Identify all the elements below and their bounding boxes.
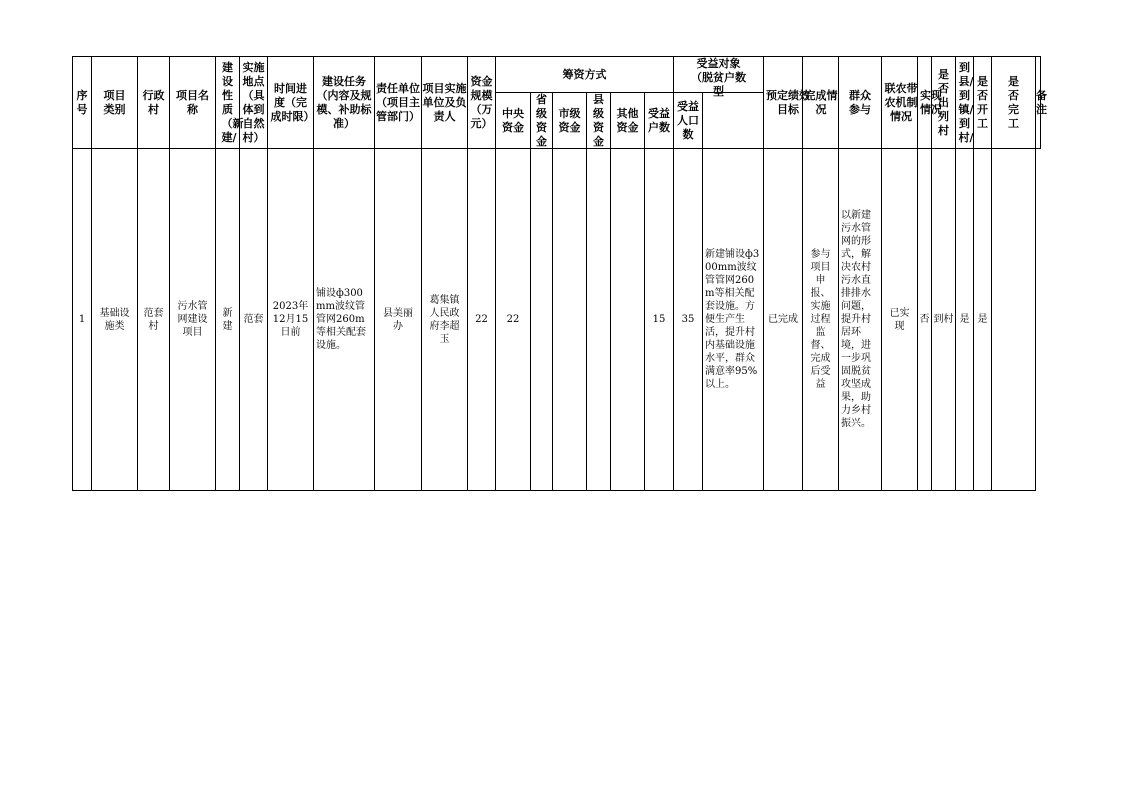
- cell-seq: 1: [73, 149, 92, 491]
- header-completion: 完成情况: [803, 57, 839, 149]
- header-construction-nature: 建设性质（新建/: [216, 57, 240, 149]
- header-benefit-households: 受益户数: [645, 93, 674, 149]
- cell-location: 范套: [240, 149, 268, 491]
- header-seq: 序号: [73, 57, 92, 149]
- header-provincial-fund: 省级资金: [531, 93, 553, 149]
- header-remarks: 备注: [1036, 57, 1041, 149]
- header-village: 行政村: [138, 57, 170, 149]
- header-linkage: 联农带农机制情况: [882, 57, 918, 149]
- cell-central-fund: 22: [496, 149, 531, 491]
- header-started: 是否开工: [974, 57, 992, 149]
- cell-other-fund: [611, 149, 645, 491]
- header-participation: 群众参与: [839, 57, 882, 149]
- cell-completion: 已完成: [764, 149, 803, 491]
- header-city-fund: 市级资金: [553, 93, 587, 149]
- cell-task: 铺设ф300mm波纹管管网260m等相关配套设施。: [314, 149, 375, 491]
- header-schedule: 时间进度（完成时限）: [268, 57, 314, 149]
- cell-county-fund: [587, 149, 611, 491]
- header-fund-scale: 资金规模（万元）: [468, 57, 496, 149]
- header-funding-method: 筹资方式: [496, 57, 674, 93]
- header-beneficiary: 受益对象（脱贫户数型: [674, 57, 764, 93]
- header-project-name: 项目名称: [170, 57, 216, 149]
- cell-to-county: 到村: [932, 149, 956, 491]
- table-row: [73, 149, 1041, 491]
- cell-performance-goal: 新建铺设ф300mm波纹管管网260m等相关配套设施。方便生产生活，提升村内基础设施水平，群众满意率95%以上。: [703, 149, 764, 491]
- header-category: 项目类别: [92, 57, 138, 149]
- cell-benefit-households: 15: [645, 149, 674, 491]
- cell-remarks: [992, 149, 1036, 491]
- cell-provincial-fund: [531, 149, 553, 491]
- header-county-fund: 县级资金: [587, 93, 611, 149]
- header-responsible-unit: 责任单位（项目主管部门）: [375, 57, 422, 149]
- cell-category: 基础设施类: [92, 149, 138, 491]
- cell-linkage: 以新建污水管网的形式，解决农村污水直排排水问题，提升村居环境，进一步巩固脱贫攻坚成果，助力乡村振兴。: [839, 149, 882, 491]
- header-row-top: [73, 57, 1041, 93]
- header-listed-village: 是否出列村: [932, 57, 956, 149]
- cell-city-fund: [553, 149, 587, 491]
- header-task: 建设任务（内容及规模、补助标准）: [314, 57, 375, 149]
- cell-responsible-unit: 县美丽办: [375, 149, 422, 491]
- header-benefit-people: 受益人口数: [674, 93, 703, 149]
- cell-started: 是: [956, 149, 974, 491]
- cell-participation: 参与项目申报、实施过程监督、完成后受益: [803, 149, 839, 491]
- header-implementer: 项目实施单位及负责人: [422, 57, 468, 149]
- header-central-fund: 中央资金: [496, 93, 531, 149]
- header-realized: 实现情况: [918, 57, 932, 149]
- cell-fund-scale: 22: [468, 149, 496, 491]
- cell-construction-nature: 新建: [216, 149, 240, 491]
- cell-implementer: 葛集镇人民政府李超玉: [422, 149, 468, 491]
- project-table: [72, 56, 1047, 491]
- cell-schedule: 2023年12月15日前: [268, 149, 314, 491]
- header-performance-goal: 预定绩效目标: [764, 57, 803, 149]
- cell-completed: 是: [974, 149, 992, 491]
- cell-village: 范套村: [138, 149, 170, 491]
- cell-realized: 已实现: [882, 149, 918, 491]
- header-location: 实施地点（具体到自然村）: [240, 57, 268, 149]
- header-to-county: 到县/到镇/到村/: [956, 57, 974, 149]
- cell-project-name: 污水管网建设项目: [170, 149, 216, 491]
- cell-listed-village: 否: [918, 149, 932, 491]
- cell-benefit-people: 35: [674, 149, 703, 491]
- header-completed: 是否完工: [992, 57, 1036, 149]
- header-other-fund: 其他资金: [611, 93, 645, 149]
